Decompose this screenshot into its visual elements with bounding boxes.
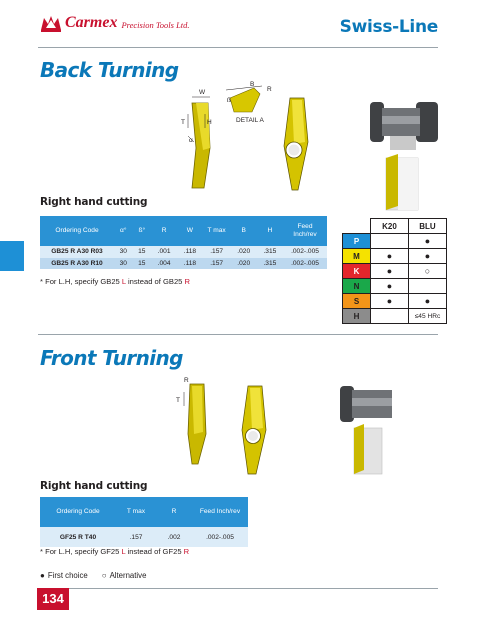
dim-w-label: W	[199, 89, 206, 96]
table-cell: 15	[133, 258, 152, 270]
dim-t-label: T	[176, 397, 180, 404]
col-feed: Feed Inch/rev	[283, 216, 327, 246]
footer-divider	[38, 588, 438, 589]
blu-cell: ●	[409, 249, 447, 264]
front-turning-subhead: Right hand cutting	[40, 480, 148, 492]
blu-cell: ≤45 HRc	[409, 309, 447, 324]
dim-b-label: B	[250, 81, 255, 88]
dim-r-label: R	[184, 377, 189, 384]
table-cell: 30	[114, 258, 133, 270]
page-number: 134	[37, 588, 69, 610]
page-header	[0, 0, 480, 48]
grade-row	[343, 234, 447, 249]
material-cell: N	[343, 279, 371, 294]
series-title: Swiss-Line	[339, 17, 438, 37]
note-r: R	[183, 547, 190, 556]
k20-cell: ●	[371, 294, 409, 309]
table-cell: .001	[151, 246, 177, 258]
table-cell: .157	[203, 246, 231, 258]
table-cell: 30	[114, 246, 133, 258]
col-h: H	[257, 216, 283, 246]
ordering-code-cell: GF25 R T40	[40, 527, 116, 547]
grade-row	[343, 264, 447, 279]
section-divider	[38, 334, 438, 335]
brand-tagline: Precision Tools Ltd.	[121, 20, 190, 30]
dim-h-label: H	[207, 119, 212, 126]
k20-cell	[371, 234, 409, 249]
table-cell: .002	[156, 527, 192, 547]
note-text: instead of GF25	[125, 547, 184, 556]
alternative-icon: ○	[101, 571, 107, 580]
brand-name: Carmex	[65, 14, 118, 31]
grade-col-k20: K20	[371, 219, 409, 234]
col-w: W	[177, 216, 202, 246]
grade-row	[343, 309, 447, 324]
note-text: * For L.H, specify GF25	[40, 547, 122, 556]
first-choice-icon: ●	[40, 571, 45, 580]
table-cell: .002-.005	[283, 246, 327, 258]
back-turning-insert-drawing	[170, 78, 278, 190]
table-cell: .118	[177, 258, 202, 270]
table-row	[40, 527, 248, 547]
back-turning-insert-photo	[270, 96, 320, 192]
back-turning-holder-photo	[368, 96, 440, 214]
col-ordering-code: Ordering Code	[40, 216, 114, 246]
table-row	[40, 258, 327, 270]
table-cell: .020	[231, 246, 257, 258]
k20-cell: ●	[371, 279, 409, 294]
note-l: L	[121, 277, 126, 286]
grade-row	[343, 294, 447, 309]
table-cell: .002-.005	[192, 527, 248, 547]
table-cell: .020	[231, 258, 257, 270]
front-turning-table	[40, 497, 248, 547]
blu-cell: ●	[409, 294, 447, 309]
table-cell: .157	[116, 527, 156, 547]
grade-corner	[343, 219, 371, 234]
back-turning-title: Back Turning	[40, 58, 179, 82]
back-turning-subhead: Right hand cutting	[40, 196, 148, 208]
k20-cell: ●	[371, 264, 409, 279]
first-choice-label: First choice	[47, 571, 88, 580]
material-cell: H	[343, 309, 371, 324]
col-r: R	[156, 497, 192, 527]
table-cell: .315	[257, 258, 283, 270]
table-cell: .157	[203, 258, 231, 270]
carmex-logo	[40, 14, 190, 32]
ordering-code-cell: GB25 R A30 R10	[40, 258, 114, 270]
material-cell: P	[343, 234, 371, 249]
alternative-label: Alternative	[109, 571, 147, 580]
dim-beta-label: ß	[227, 97, 231, 104]
front-turning-lh-note	[40, 547, 189, 556]
back-turning-table	[40, 216, 327, 269]
front-turning-holder-photo	[338, 382, 400, 478]
front-turning-title: Front Turning	[40, 346, 183, 370]
k20-cell: ●	[371, 249, 409, 264]
table-cell: .315	[257, 246, 283, 258]
col-ordering-code: Ordering Code	[40, 497, 116, 527]
table-cell: .004	[151, 258, 177, 270]
grade-row	[343, 249, 447, 264]
blu-cell: ●	[409, 234, 447, 249]
material-cell: M	[343, 249, 371, 264]
col-feed: Feed Inch/rev	[192, 497, 248, 527]
dim-alpha-label: α	[189, 137, 193, 144]
material-cell: K	[343, 264, 371, 279]
ordering-code-cell: GB25 R A30 R03	[40, 246, 114, 258]
grade-row	[343, 279, 447, 294]
dim-t-label: T	[181, 119, 185, 126]
note-r: R	[184, 277, 190, 286]
grade-col-blu: BLU	[409, 219, 447, 234]
back-turning-lh-note	[40, 277, 190, 286]
table-cell: 15	[133, 246, 152, 258]
note-text: instead of GB25	[125, 277, 185, 286]
col-alpha: α°	[114, 216, 133, 246]
front-turning-insert-photo	[232, 384, 274, 476]
front-turning-insert-drawing	[172, 374, 220, 466]
dim-r-label: R	[267, 86, 272, 93]
col-t-max: T max	[203, 216, 231, 246]
material-cell: S	[343, 294, 371, 309]
note-text: * For L.H, specify GB25	[40, 277, 122, 286]
carmex-crown-icon	[40, 14, 62, 32]
col-t-max: T max	[116, 497, 156, 527]
table-cell: .002-.005	[283, 258, 327, 270]
note-l: L	[121, 547, 126, 556]
col-r: R	[151, 216, 177, 246]
blu-cell	[409, 279, 447, 294]
blu-cell: ○	[409, 264, 447, 279]
detail-a-label: DETAIL A	[236, 117, 264, 124]
table-cell: .118	[177, 246, 202, 258]
symbol-legend	[40, 571, 146, 580]
k20-cell	[371, 309, 409, 324]
grade-material-table	[342, 218, 447, 324]
header-divider	[38, 47, 438, 48]
col-b: B	[231, 216, 257, 246]
col-beta: ß°	[133, 216, 152, 246]
table-row	[40, 246, 327, 258]
chapter-side-tab	[0, 241, 24, 271]
